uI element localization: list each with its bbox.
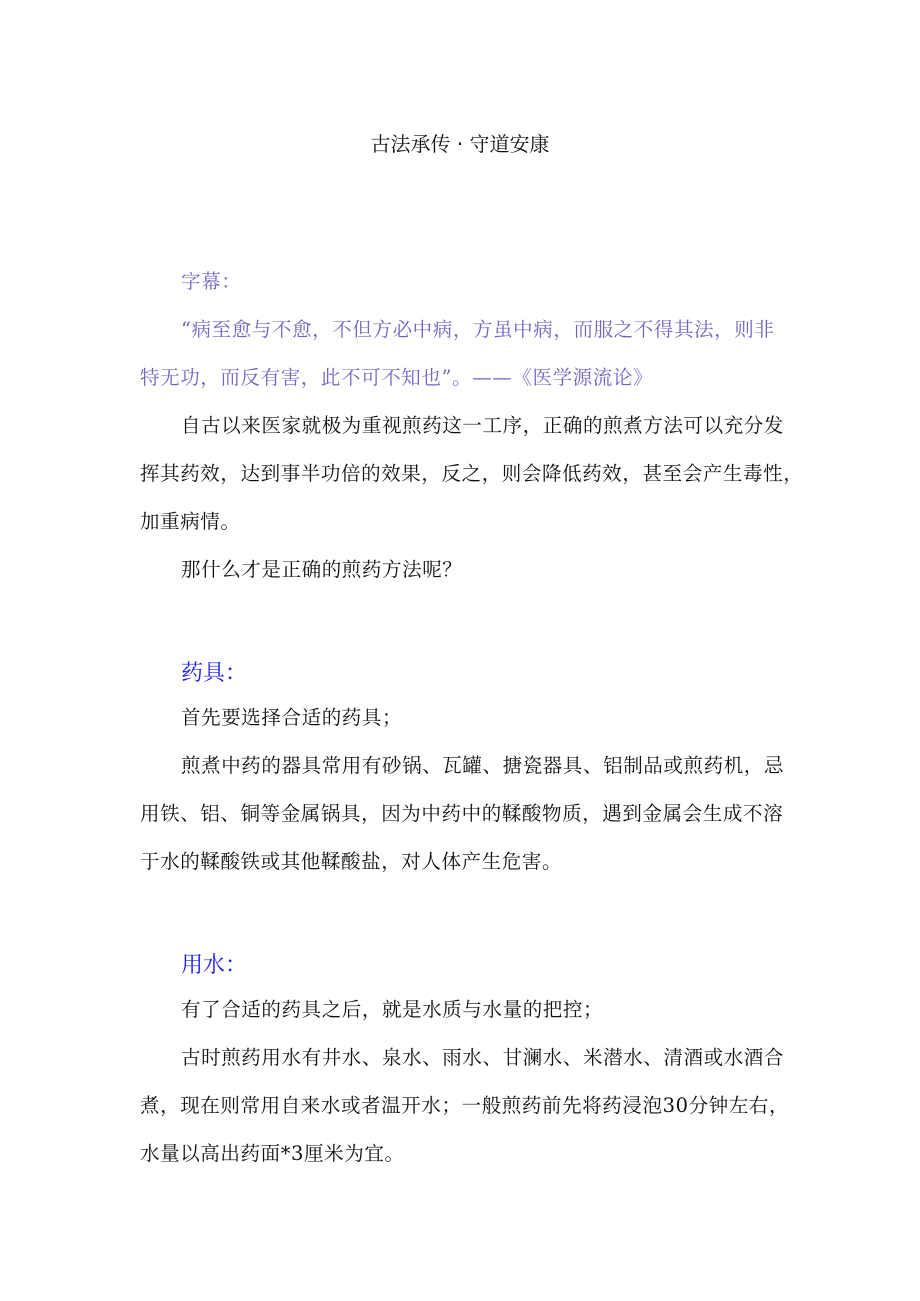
section-heading-water: 用水： xyxy=(181,953,248,978)
quote-line: “病至愈与不愈，不但方必中病，方虽中病，而服之不得其法，则非 xyxy=(181,318,775,341)
page-title: 古法承传 · 守道安康 xyxy=(370,132,550,156)
quote-line: 特无功，而反有害，此不可不知也”。——《医学源流论》 xyxy=(140,366,654,389)
intro-line: 加重病情。 xyxy=(140,510,241,533)
section-line: 水量以高出药面*3厘米为宜。 xyxy=(140,1142,405,1165)
section-line: 用铁、铝、铜等金属锅具，因为中药中的鞣酸物质，遇到金属会生成不溶 xyxy=(140,802,784,825)
section-line: 于水的鞣酸铁或其他鞣酸盐，对人体产生危害。 xyxy=(140,850,563,873)
subtitle-label: 字幕： xyxy=(181,270,242,293)
quote-block xyxy=(140,258,804,594)
intro-line: 自古以来医家就极为重视煎药这一工序，正确的煎煮方法可以充分发 xyxy=(181,414,785,437)
intro-line: 挥其药效，达到事半功倍的效果，反之，则会降低药效，甚至会产生毒性， xyxy=(140,462,804,485)
section-lead: 首先要选择合适的药具； xyxy=(181,706,403,729)
section-tools xyxy=(140,694,790,886)
section-lead: 有了合适的药具之后，就是水质与水量的把控； xyxy=(181,998,604,1021)
section-line: 煎煮中药的器具常用有砂锅、瓦罐、搪瓷器具、铝制品或煎药机，忌 xyxy=(181,754,785,777)
section-water xyxy=(140,986,790,1178)
section-heading-tools: 药具： xyxy=(181,661,248,686)
section-line: 古时煎药用水有井水、泉水、雨水、甘澜水、米潜水、清酒或水酒合 xyxy=(181,1046,785,1069)
section-line: 煮，现在则常用自来水或者温开水；一般煎药前先将药浸泡30分钟左右， xyxy=(140,1094,790,1117)
question-text: 那什么才是正确的煎药方法呢？ xyxy=(181,558,463,581)
